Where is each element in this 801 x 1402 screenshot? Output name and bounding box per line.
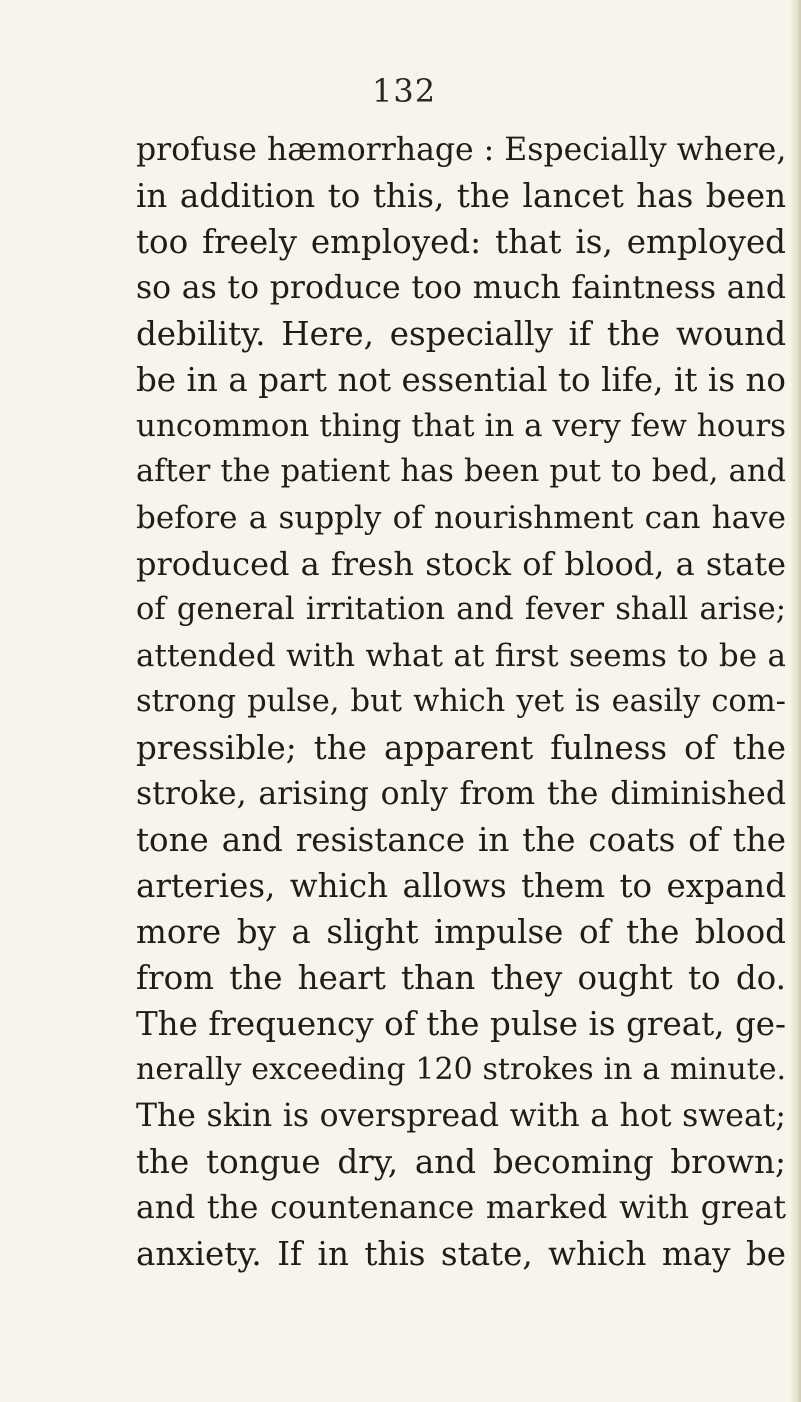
text-line: The skin is overspread with a hot sweat; xyxy=(136,1098,786,1134)
text-line: after the patient has been put to bed, and xyxy=(136,454,786,489)
text-line: tone and resistance in the coats of the xyxy=(136,821,786,859)
text-line: stroke, arising only from the diminished xyxy=(136,776,786,812)
text-line: in addition to this, the lancet has been xyxy=(136,177,786,215)
text-line: arteries, which allows them to expand xyxy=(136,867,786,905)
text-line: uncommon thing that in a very few hours xyxy=(136,408,787,444)
text-line: before a supply of nourishment can have xyxy=(136,500,786,536)
text-line: pressible; the apparent fulness of the xyxy=(136,729,786,767)
text-line: be in a part not essential to life, it is no xyxy=(136,361,786,399)
text-line: nerally exceeding 120 strokes in a minute. xyxy=(136,1052,786,1087)
text-line: debility. Here, especially if the wound xyxy=(136,315,786,353)
text-line: attended with what at first seems to be a xyxy=(136,638,786,674)
text-line: of general irritation and fever shall arise; xyxy=(136,592,786,627)
text-line: profuse hæmorrhage : Especially where, xyxy=(136,132,787,168)
text-line: too freely employed: that is, employed xyxy=(136,223,786,261)
text-line: and the countenance marked with great xyxy=(136,1190,786,1226)
text-line: from the heart than they ought to do. xyxy=(136,959,786,997)
text-line: The frequency of the pulse is great, ge- xyxy=(136,1005,786,1043)
text-line: anxiety. If in this state, which may be xyxy=(136,1235,786,1273)
text-line: the tongue dry, and becoming brown; xyxy=(136,1143,786,1181)
page-number: 132 xyxy=(372,72,437,110)
text-line: so as to produce too much faintness and xyxy=(136,270,786,306)
text-line: produced a fresh stock of blood, a state xyxy=(136,545,786,583)
text-line: more by a slight impulse of the blood xyxy=(136,913,786,951)
text-line: strong pulse, but which yet is easily com- xyxy=(136,684,786,719)
